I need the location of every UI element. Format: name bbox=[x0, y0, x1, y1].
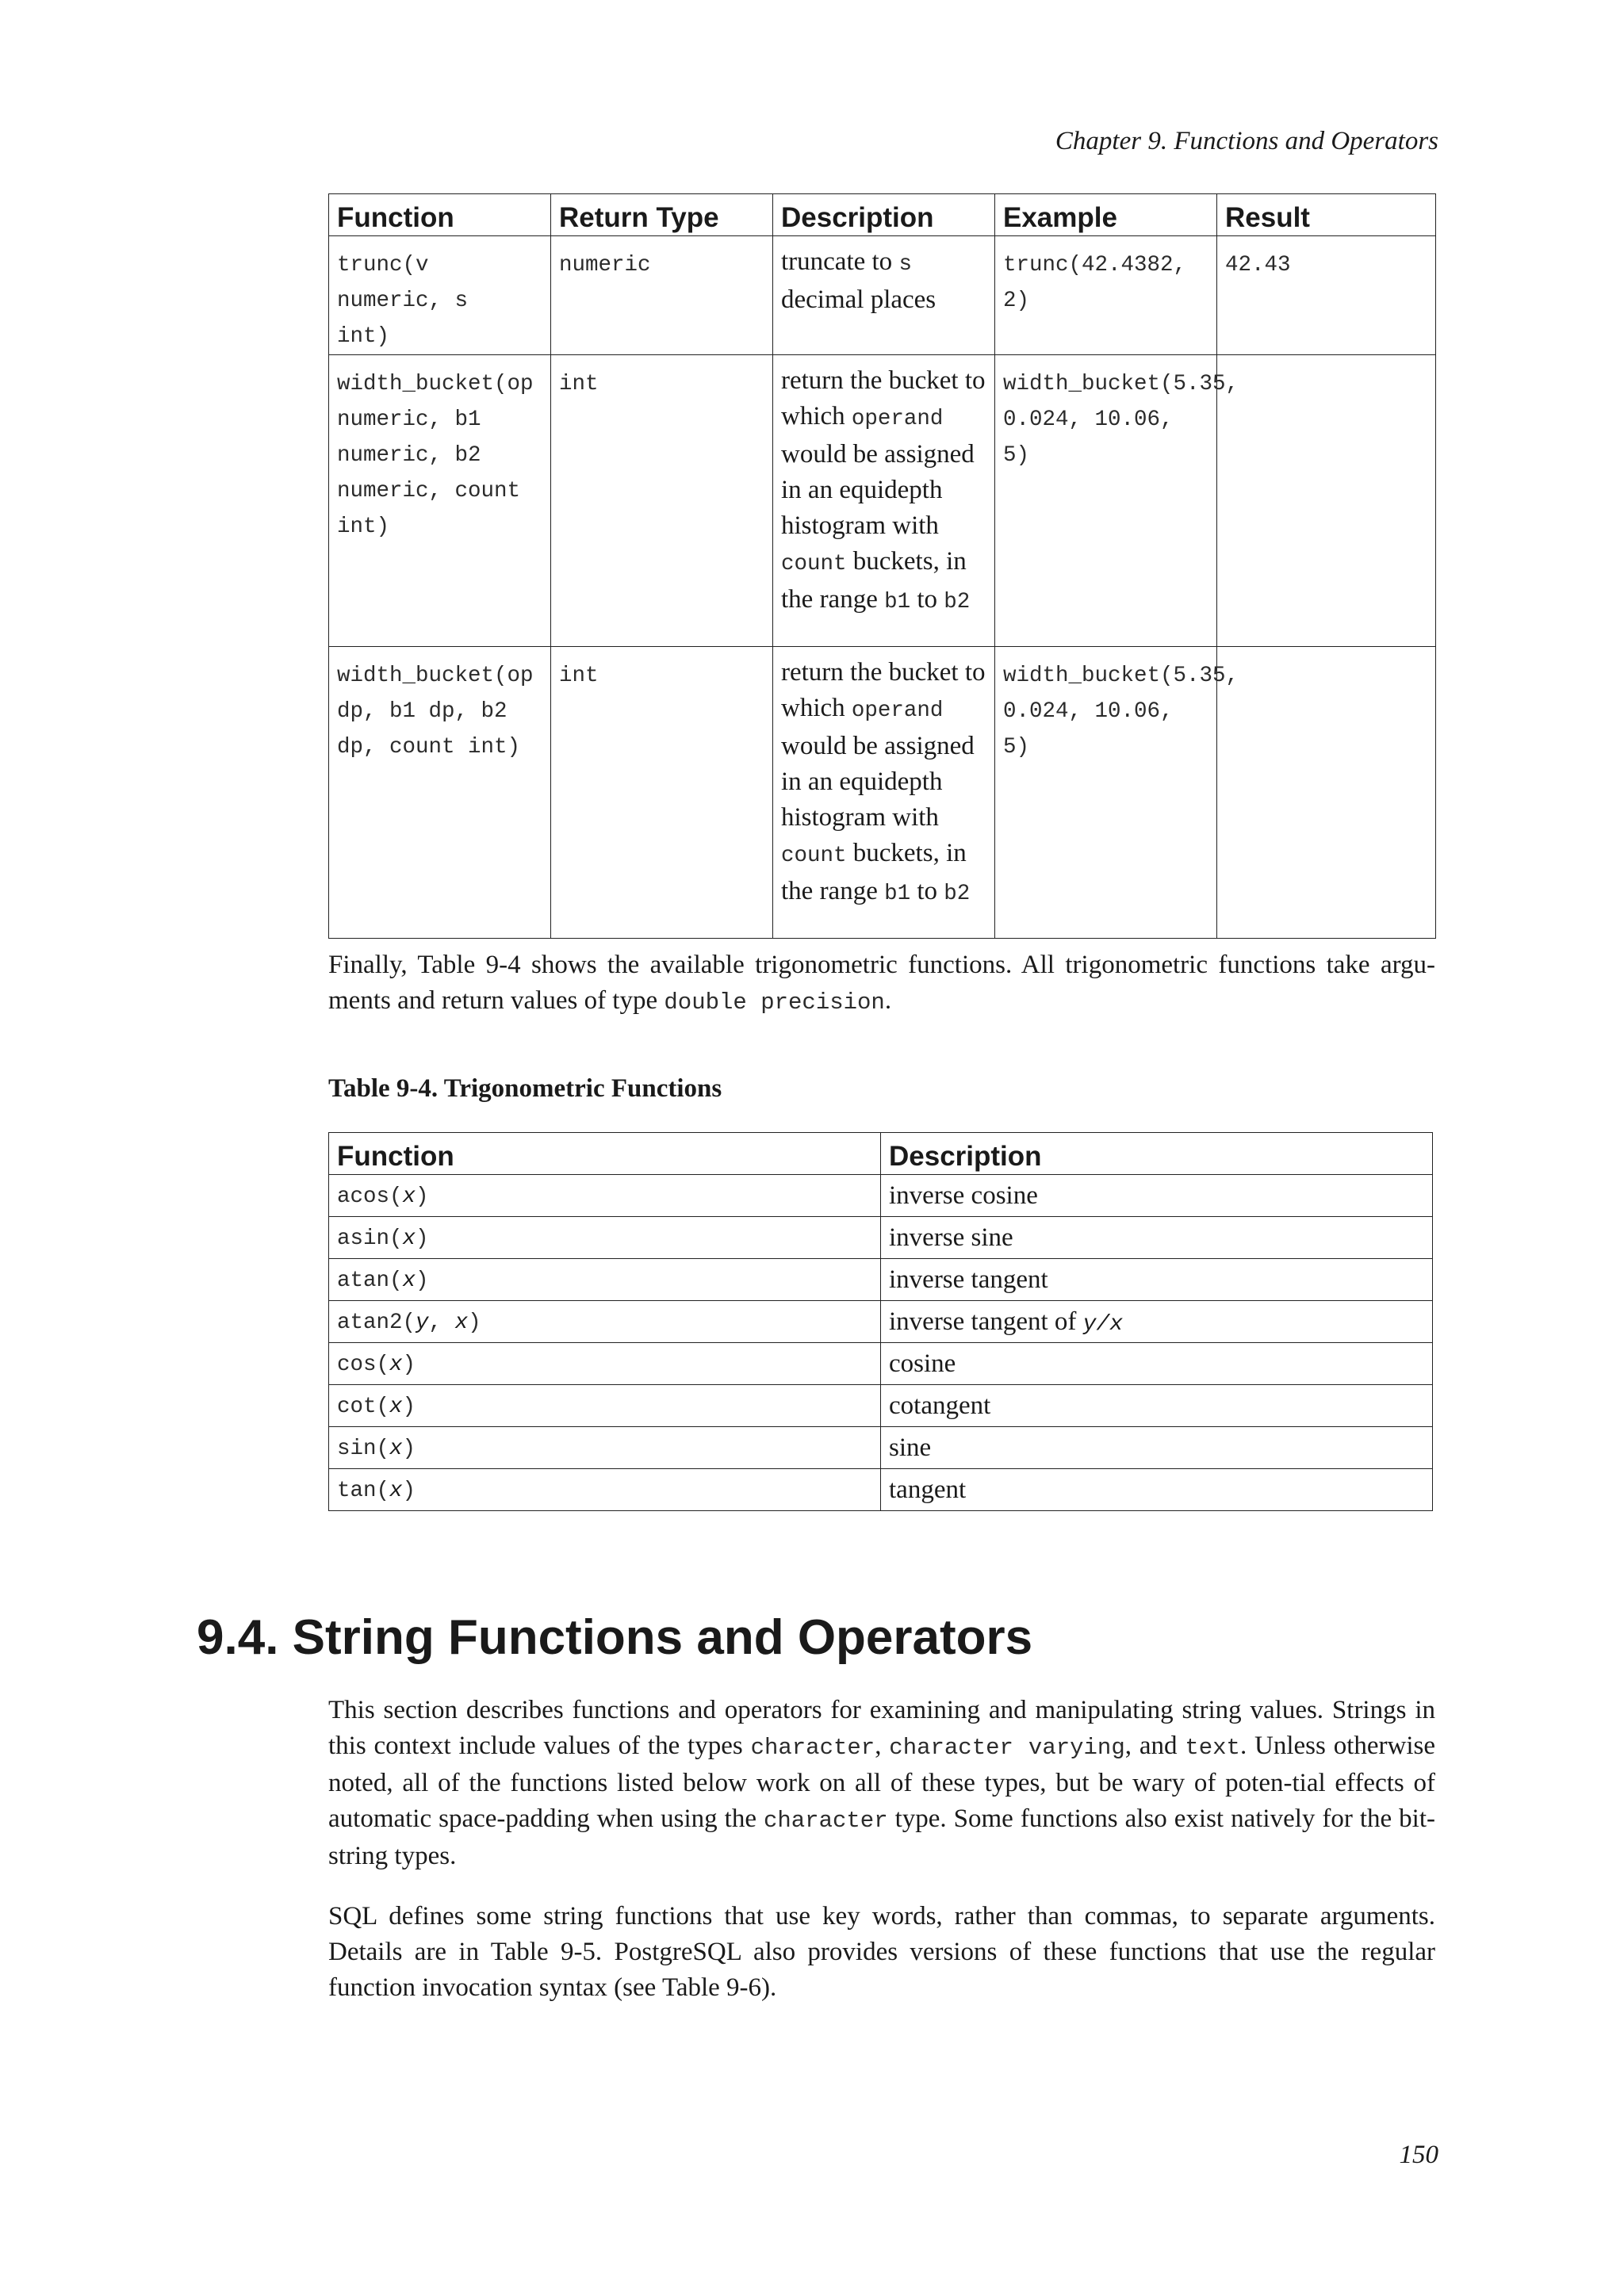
table-row bbox=[329, 1469, 1433, 1511]
table-row bbox=[329, 1301, 1433, 1343]
example: trunc(42.4382, 2) bbox=[1003, 253, 1187, 313]
description: cosine bbox=[881, 1343, 1433, 1385]
column-header: Function bbox=[329, 194, 551, 236]
column-header: Function bbox=[329, 1133, 881, 1175]
table-row bbox=[329, 647, 1436, 939]
section-paragraph-1: This section describes functions and operators for examining and manipulating string values. Strings in this context include values of the types character, character varying, and text. Unless otherwise noted, all of the functions listed below work on all of these types, but be wary of poten-tial effects of automatic space-padding when using the character type. Some functions also exist natively for the bit-string types. bbox=[328, 1696, 1435, 1870]
function-signature: asin(x) bbox=[329, 1217, 881, 1259]
table-row bbox=[329, 236, 1436, 355]
return-type: int bbox=[559, 372, 599, 396]
column-header: Description bbox=[881, 1133, 1433, 1175]
table-row bbox=[329, 1385, 1433, 1427]
example: width_bucket(5.35, 0.024, 10.06, 5) bbox=[1003, 664, 1239, 760]
column-header: Result bbox=[1217, 194, 1436, 236]
description: tangent bbox=[881, 1469, 1433, 1511]
column-header: Description bbox=[773, 194, 995, 236]
description: inverse tangent bbox=[881, 1259, 1433, 1301]
table-caption: Table 9-4. Trigonometric Functions bbox=[328, 1074, 722, 1103]
trig-functions-table bbox=[328, 1132, 1433, 1511]
function-signature: sin(x) bbox=[329, 1427, 881, 1469]
table-row bbox=[329, 355, 1436, 647]
table-row bbox=[329, 1427, 1433, 1469]
result: 42.43 bbox=[1225, 253, 1291, 277]
function-signature: atan2(y, x) bbox=[329, 1301, 881, 1343]
table-row bbox=[329, 1217, 1433, 1259]
description: inverse sine bbox=[881, 1217, 1433, 1259]
chapter-header: Chapter 9. Functions and Operators bbox=[1055, 127, 1438, 155]
description: inverse tangent of y/x bbox=[881, 1301, 1433, 1343]
description: sine bbox=[881, 1427, 1433, 1469]
description: return the bucket to which operand would be assigned in an equidepth histogram with count buckets, in the range b1 to b2 bbox=[773, 355, 995, 647]
table-header-row bbox=[329, 1133, 1433, 1175]
function-signature: cot(x) bbox=[329, 1385, 881, 1427]
section-title: 9.4. String Functions and Operators bbox=[197, 1610, 1033, 1665]
function-signature: acos(x) bbox=[329, 1175, 881, 1217]
table-row bbox=[329, 1343, 1433, 1385]
description: truncate to s decimal places bbox=[773, 236, 995, 355]
trig-intro-paragraph: Finally, Table 9-4 shows the available trigonometric functions. All trigonometric functions take argu-ments and return values of type double precision. bbox=[328, 951, 1435, 1016]
example: width_bucket(5.35, 0.024, 10.06, 5) bbox=[1003, 372, 1239, 468]
function-signature: atan(x) bbox=[329, 1259, 881, 1301]
description: inverse cosine bbox=[881, 1175, 1433, 1217]
description: cotangent bbox=[881, 1385, 1433, 1427]
math-functions-table bbox=[328, 193, 1436, 939]
function-signature: trunc(v numeric, s int) bbox=[337, 253, 469, 349]
function-signature: cos(x) bbox=[329, 1343, 881, 1385]
column-header: Example bbox=[995, 194, 1217, 236]
table-row bbox=[329, 1175, 1433, 1217]
page-number: 150 bbox=[1399, 2141, 1438, 2169]
table-header-row bbox=[329, 194, 1436, 236]
function-signature: tan(x) bbox=[329, 1469, 881, 1511]
table-row bbox=[329, 1259, 1433, 1301]
description: return the bucket to which operand would be assigned in an equidepth histogram with count buckets, in the range b1 to b2 bbox=[773, 647, 995, 939]
section-paragraph-2: SQL defines some string functions that use key words, rather than commas, to separate arguments. Details are in Table 9-5. PostgreSQL also provides versions of these functions that use the regular function invocation syntax (see Table 9-6). bbox=[328, 1902, 1435, 2002]
column-header: Return Type bbox=[551, 194, 773, 236]
function-signature: width_bucket(op dp, b1 dp, b2 dp, count int) bbox=[337, 664, 534, 760]
return-type: int bbox=[559, 664, 599, 688]
return-type: numeric bbox=[559, 253, 651, 277]
function-signature: width_bucket(op numeric, b1 numeric, b2 numeric, count int) bbox=[337, 372, 534, 539]
